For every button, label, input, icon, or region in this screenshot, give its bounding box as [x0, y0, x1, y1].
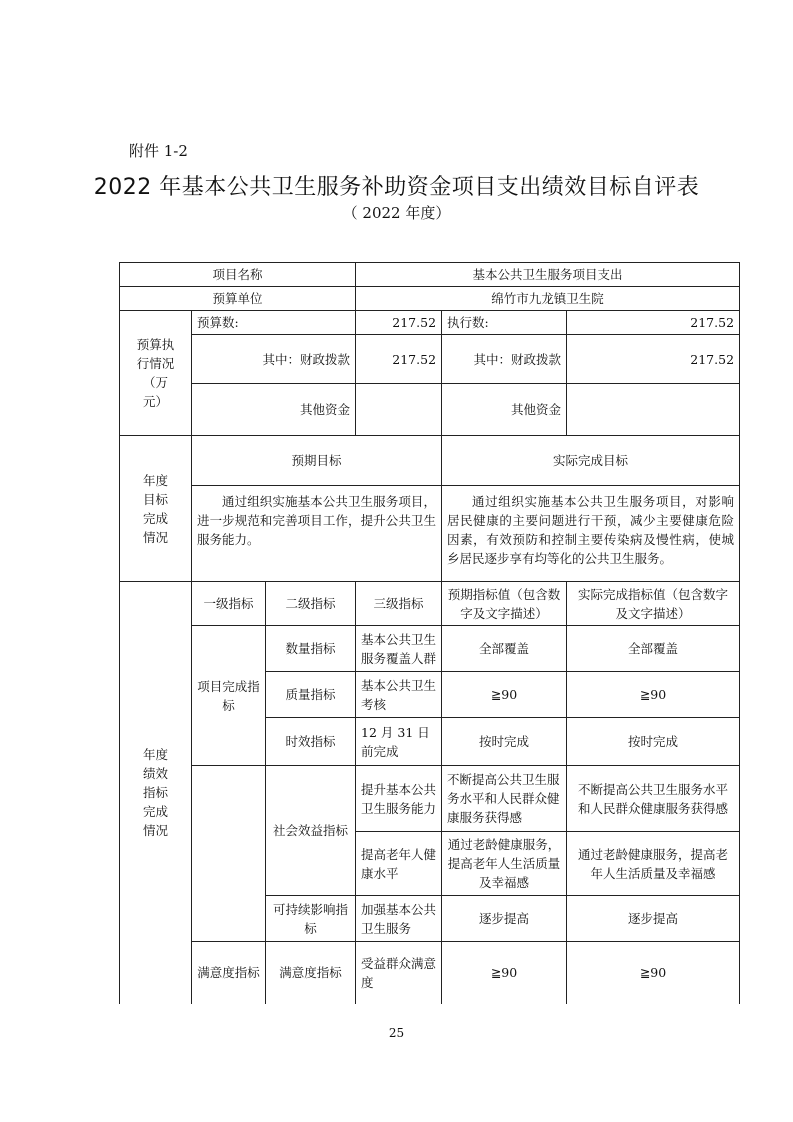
page-number: 25: [388, 1026, 405, 1040]
fiscal-exec-label: 其中：财政拨款: [442, 335, 567, 384]
fiscal-exec-value: 217.52: [567, 335, 740, 384]
budget-unit-row: [120, 287, 740, 311]
expected-value-cell: 通过老龄健康服务，提高老年人生活质量及幸福感: [442, 832, 567, 896]
budget-total-value: 217.52: [356, 311, 442, 335]
project-name-row: [120, 263, 740, 287]
project-completion-label: 项目完成指标: [192, 626, 266, 766]
actual-value-cell: 通过老龄健康服务，提高老年人生活质量及幸福感: [567, 832, 740, 896]
satisfaction-level1-label: 满意度指标: [192, 942, 266, 1004]
budget-unit-label: 预算单位: [120, 287, 356, 311]
expected-value-cell: 逐步提高: [442, 896, 567, 942]
budget-section-label: 预算执行情况（万元）: [120, 311, 192, 436]
budget-unit-value: 绵竹市九龙镇卫生院: [356, 287, 740, 311]
expected-goal-text: 通过组织实施基本公共卫生服务项目，进一步规范和完善项目工作，提升公共卫生服务能力。: [192, 486, 442, 582]
exec-total-value: 217.52: [567, 311, 740, 335]
expected-value-cell: 全部覆盖: [442, 626, 567, 672]
actual-value-cell: ≧90: [567, 672, 740, 718]
actual-value-cell: 不断提高公共卫生服务水平和人民群众健康服务获得感: [567, 766, 740, 832]
other-exec-label: 其他资金: [442, 384, 567, 436]
benefit-level1-cell: [192, 766, 266, 942]
level3-cell: 提高老年人健康水平: [356, 832, 442, 896]
level3-cell: 12 月 31 日前完成: [356, 718, 442, 766]
level3-cell: 提升基本公共卫生服务能力: [356, 766, 442, 832]
level3-header: 三级指标: [356, 582, 442, 626]
budget-row: [120, 311, 740, 335]
expected-value-header: 预期指标值（包含数字及文字描述）: [442, 582, 567, 626]
fiscal-row: [120, 335, 740, 384]
attachment-label: 附件 1-2: [129, 142, 188, 160]
expected-value-cell: 不断提高公共卫生服务水平和人民群众健康服务获得感: [442, 766, 567, 832]
fiscal-budget-label: 其中：财政拨款: [192, 335, 356, 384]
table-row: [120, 626, 740, 672]
level3-cell: 基本公共卫生服务覆盖人群: [356, 626, 442, 672]
actual-value-cell: 逐步提高: [567, 896, 740, 942]
indicator-header-row: [120, 582, 740, 626]
actual-value-header: 实际完成指标值（包含数字及文字描述）: [567, 582, 740, 626]
page-title: 2022 年基本公共卫生服务补助资金项目支出绩效目标自评表: [93, 175, 700, 200]
page-subtitle: （ 2022 年度）: [342, 204, 451, 222]
project-name-label: 项目名称: [120, 263, 356, 287]
expected-value-cell: 按时完成: [442, 718, 567, 766]
expected-value-cell: ≧90: [442, 672, 567, 718]
social-benefit-label: 社会效益指标: [266, 766, 356, 896]
expected-value-cell: ≧90: [442, 942, 567, 1004]
satisfaction-level2-label: 满意度指标: [266, 942, 356, 1004]
table-row: [120, 766, 740, 832]
level2-cell: 数量指标: [266, 626, 356, 672]
budget-total-label: 预算数:: [192, 311, 356, 335]
project-name-value: 基本公共卫生服务项目支出: [356, 263, 740, 287]
other-exec-value: [567, 384, 740, 436]
table-row: [120, 942, 740, 1004]
level3-cell: 加强基本公共卫生服务: [356, 896, 442, 942]
other-funds-row: [120, 384, 740, 436]
actual-goal-header: 实际完成目标: [442, 436, 740, 486]
annual-header-row: [120, 436, 740, 486]
other-funds-label: 其他资金: [192, 384, 356, 436]
level1-header: 一级指标: [192, 582, 266, 626]
actual-goal-text: 通过组织实施基本公共卫生服务项目，对影响居民健康的主要问题进行干预，减少主要健康危险因素，有效预防和控制主要传染病及慢性病，使城乡居民逐步享有均等化的公共卫生服务。: [442, 486, 740, 582]
sustainability-label: 可持续影响指标: [266, 896, 356, 942]
exec-total-label: 执行数:: [442, 311, 567, 335]
actual-value-cell: 按时完成: [567, 718, 740, 766]
level3-cell: 受益群众满意度: [356, 942, 442, 1004]
actual-value-cell: ≧90: [567, 942, 740, 1004]
annual-content-row: [120, 486, 740, 582]
evaluation-table: [119, 262, 740, 1004]
level3-cell: 基本公共卫生考核: [356, 672, 442, 718]
level2-cell: 质量指标: [266, 672, 356, 718]
actual-value-cell: 全部覆盖: [567, 626, 740, 672]
indicator-section-label: 年度绩效指标完成情况: [120, 582, 192, 1004]
annual-section-label: 年度目标完成情况: [120, 436, 192, 582]
level2-cell: 时效指标: [266, 718, 356, 766]
level2-header: 二级指标: [266, 582, 356, 626]
other-funds-value: [356, 384, 442, 436]
expected-goal-header: 预期目标: [192, 436, 442, 486]
fiscal-budget-value: 217.52: [356, 335, 442, 384]
